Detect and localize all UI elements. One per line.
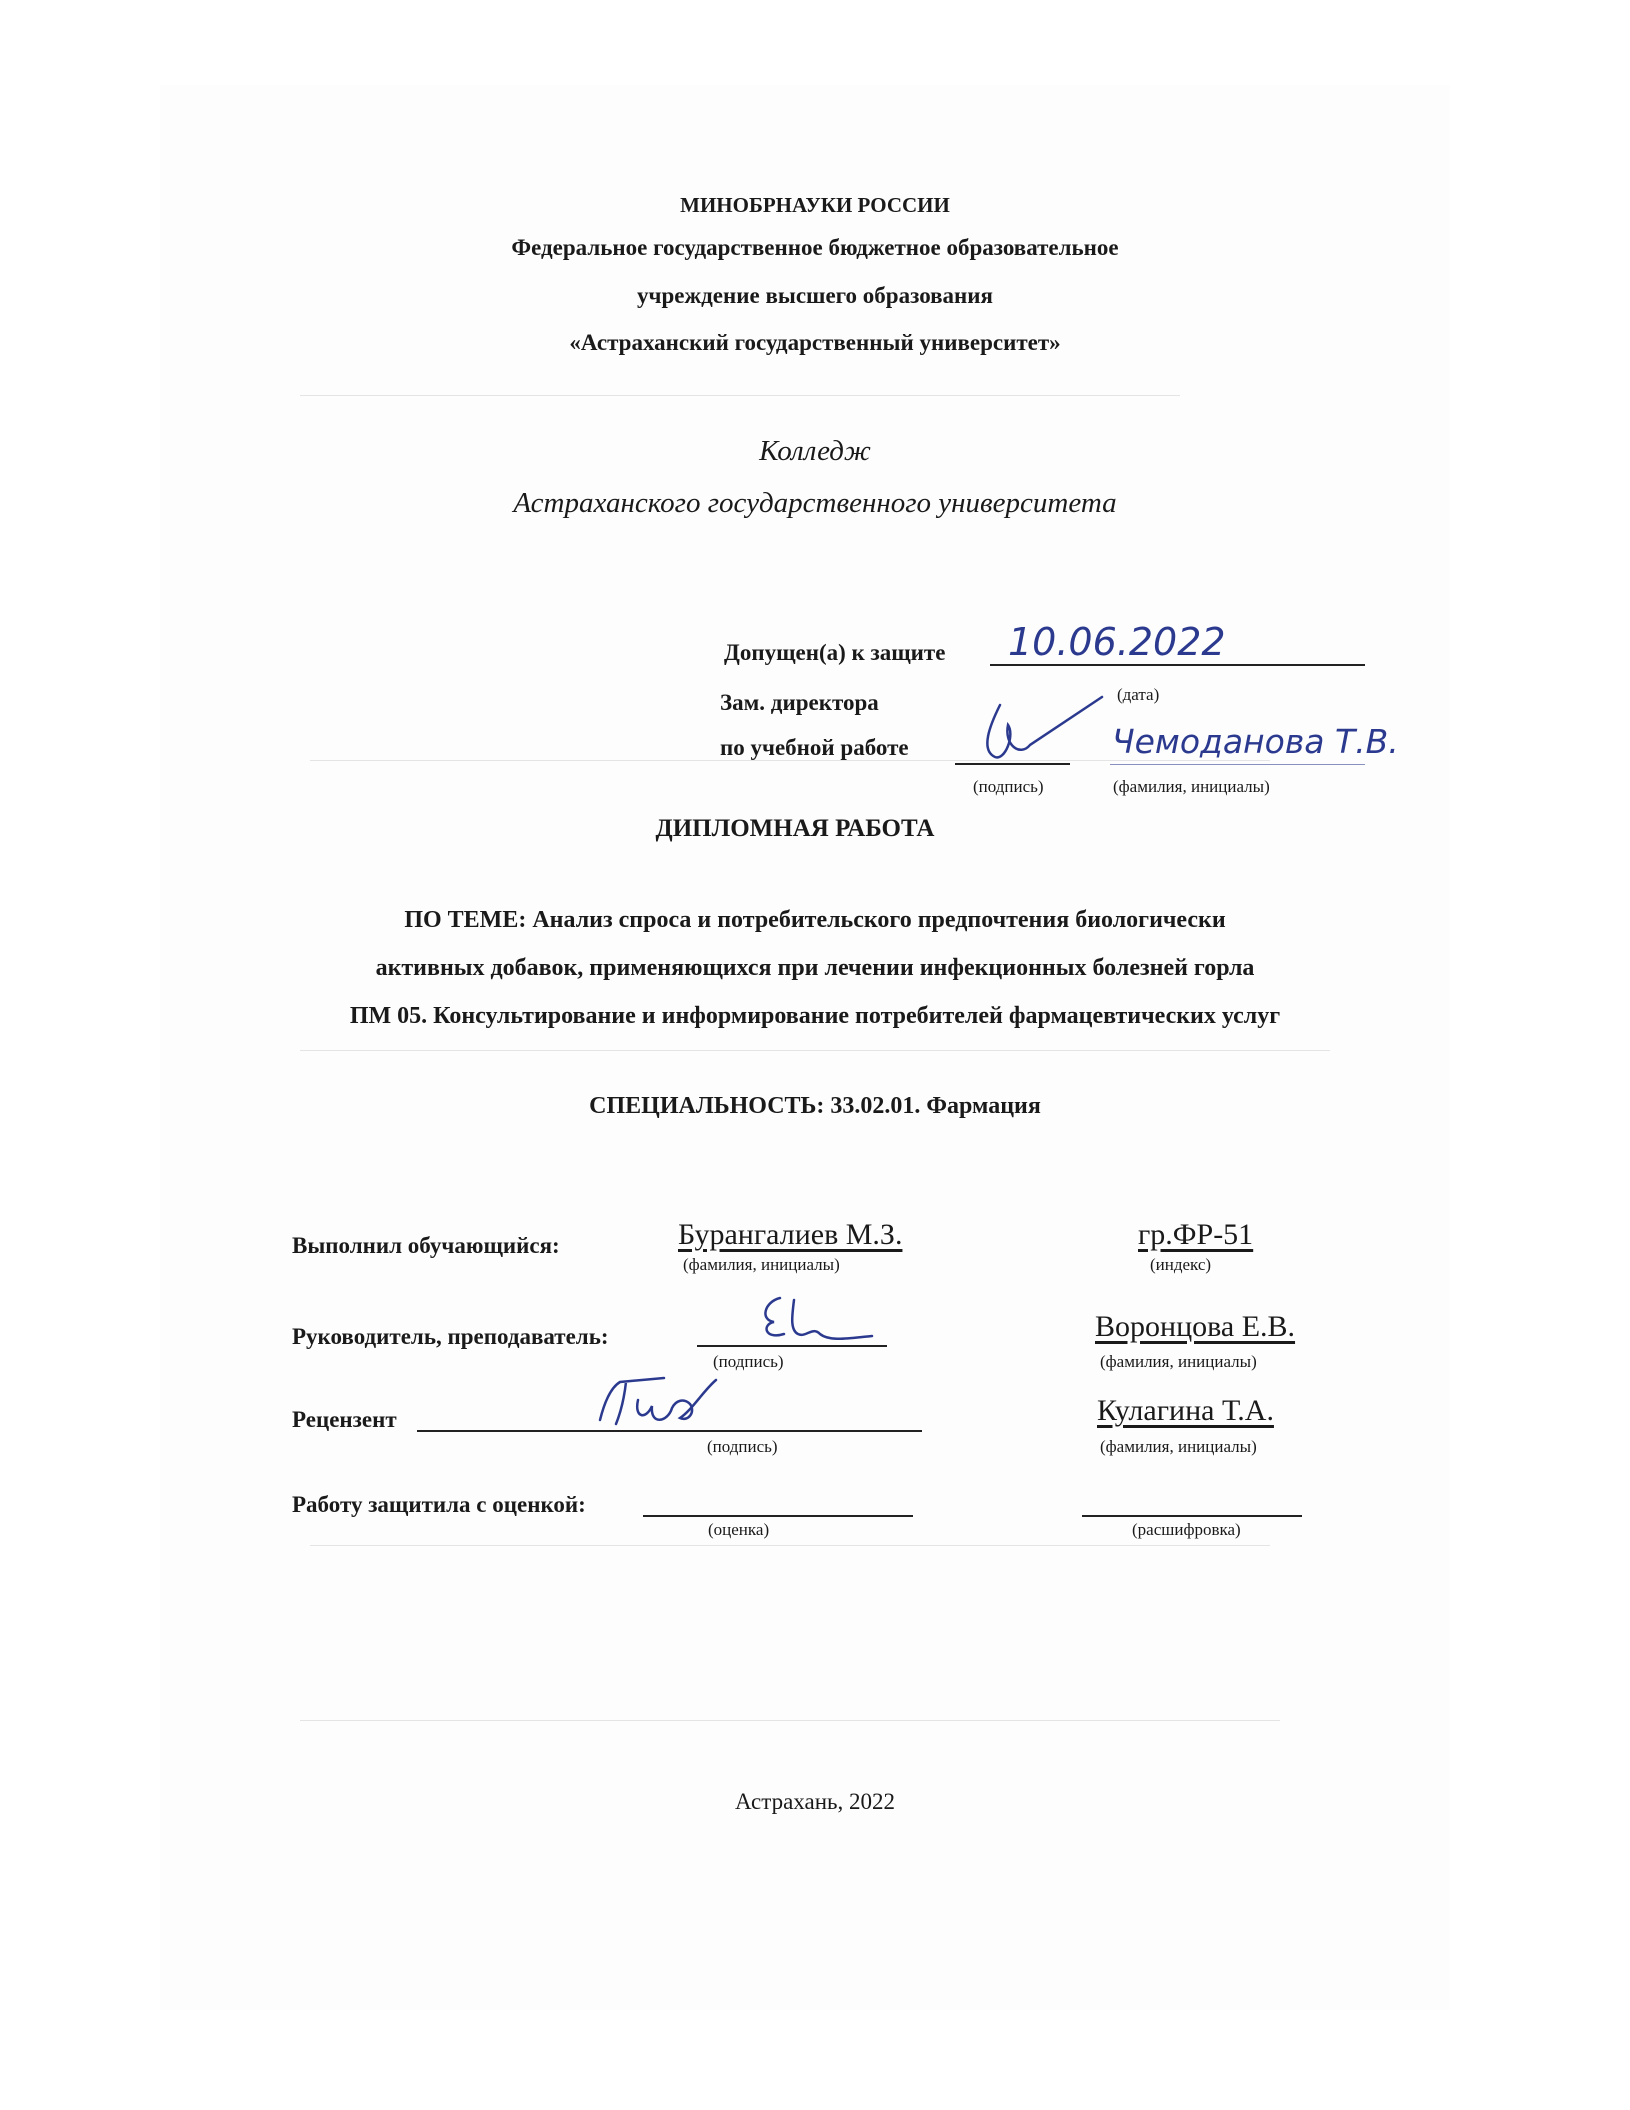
grade-line xyxy=(643,1515,913,1517)
document-sheet xyxy=(160,85,1450,2010)
admitted-date-handwritten: 10.06.2022 xyxy=(1008,620,1226,664)
bleed-through-line xyxy=(300,1720,1280,1721)
reviewer-name: Кулагина Т.А. xyxy=(1097,1394,1274,1427)
work-type: ДИПЛОМНАЯ РАБОТА xyxy=(655,815,935,842)
supervisor-name: Воронцова Е.В. xyxy=(1095,1310,1296,1343)
deputy-name-handwritten: Чемоданова Т.В. xyxy=(1112,722,1399,761)
deputy-signature xyxy=(960,695,1110,785)
bleed-through-line xyxy=(310,1545,1270,1546)
supervisor-signature xyxy=(750,1290,880,1350)
institution-line-2: учреждение высшего образования xyxy=(637,283,993,308)
student-group: гр.ФР-51 xyxy=(1138,1218,1254,1251)
decoding-line xyxy=(1082,1515,1302,1517)
grade-caption: (оценка) xyxy=(708,1520,770,1539)
institution-line-1: Федеральное государственное бюджетное образовательное xyxy=(511,235,1119,260)
topic-line-2: активных добавок, применяющихся при лечении инфекционных болезней горла xyxy=(375,955,1255,981)
defense-label: Работу защитила с оценкой: xyxy=(292,1492,586,1517)
decoding-caption: (расшифровка) xyxy=(1132,1520,1241,1539)
academic-label: по учебной работе xyxy=(720,735,909,760)
deputy-signature-caption: (подпись) xyxy=(973,777,1044,796)
student-name-caption: (фамилия, инициалы) xyxy=(683,1255,840,1274)
deputy-label: Зам. директора xyxy=(720,690,879,715)
bleed-through-line xyxy=(300,395,1180,396)
reviewer-name-caption: (фамилия, инициалы) xyxy=(1100,1437,1257,1456)
college-title: Колледж xyxy=(759,435,871,467)
student-group-caption: (индекс) xyxy=(1150,1255,1212,1274)
deputy-name-caption: (фамилия, инициалы) xyxy=(1113,777,1270,796)
date-line xyxy=(990,664,1365,666)
admitted-label: Допущен(а) к защите xyxy=(724,640,946,665)
reviewer-label: Рецензент xyxy=(292,1407,397,1432)
supervisor-label: Руководитель, преподаватель: xyxy=(292,1324,609,1349)
module-title: ПМ 05. Консультирование и информирование потребителей фармацевтических услуг xyxy=(349,1003,1281,1029)
supervisor-signature-caption: (подпись) xyxy=(713,1352,784,1371)
ministry-title: МИНОБРНАУКИ РОССИИ xyxy=(680,193,950,217)
reviewer-signature xyxy=(580,1370,730,1440)
topic-line-1: ПО ТЕМЕ: Анализ спроса и потребительского предпочтения биологически xyxy=(404,907,1226,933)
student-name: Бурангалиев М.З. xyxy=(678,1218,903,1251)
college-subtitle: Астраханского государственного университета xyxy=(513,487,1117,519)
deputy-name-line xyxy=(1110,764,1365,765)
reviewer-signature-caption: (подпись) xyxy=(707,1437,778,1456)
specialty: СПЕЦИАЛЬНОСТЬ: 33.02.01. Фармация xyxy=(589,1093,1041,1119)
student-label: Выполнил обучающийся: xyxy=(292,1233,560,1258)
supervisor-name-caption: (фамилия, инициалы) xyxy=(1100,1352,1257,1371)
bleed-through-line xyxy=(300,1050,1330,1051)
university-name: «Астраханский государственный университет» xyxy=(569,330,1061,355)
date-caption: (дата) xyxy=(1117,685,1160,704)
city-year: Астрахань, 2022 xyxy=(735,1789,895,1814)
